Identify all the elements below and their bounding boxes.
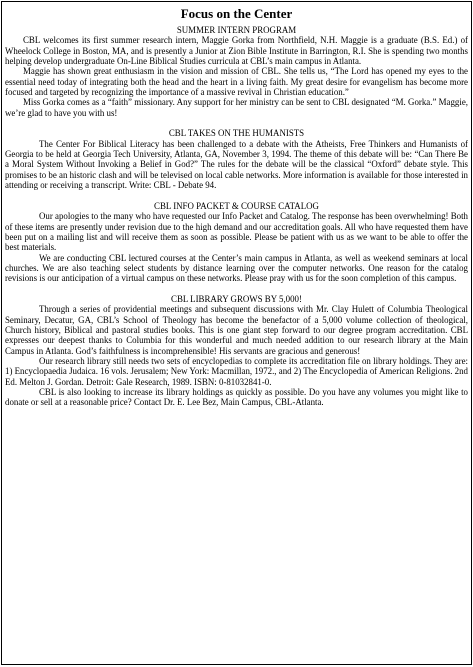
paragraph: Miss Gorka comes as a “faith” missionary. Any support for her ministry can be sent to CBL designated “M. Gorka.” Maggie, we’re glad to have you with us! [5, 97, 468, 118]
paragraph: Our research library still needs two sets of encyclopedias to complete its accreditation file on library holdings. They are: 1) Encyclopaedia Judaica. 16 vols. Jerusalem; New York: Macmillan, 1972., and 2) The Encyclopedia of American Religions. 2nd Ed. Melton J. Gordan. Detroit: Gale Research, 1989. ISBN: 0-81032841-0. [5, 356, 468, 387]
section-humanists-debate [5, 128, 468, 190]
paragraph: Through a series of providential meetings and subsequent discussions with Mr. Clay Hulett of Columbia Theological Seminary, Decatur, GA, CBL’s School of Theology has become the benefactor of a 5,000 volume collection of theological, Church history, Biblical and pastoral studies books. This is one giant step forward to our degree program accreditation. CBL expresses our deepest thanks to Columbia for this wonderful and much needed addition to our research library at the Main Campus in Atlanta. God’s faithfulness is incomprehensible! His servants are gracious and generous! [5, 304, 468, 356]
paragraph: CBL is also looking to increase its library holdings as quickly as possible. Do you have any volumes you might like to donate or sell at a reasonable price? Contact Dr. E. Lee Bez, Main Campus, CBL-Atlanta. [5, 387, 468, 408]
paragraph: Maggie has shown great enthusiasm in the vision and mission of CBL. She tells us, “The Lord has opened my eyes to the essential need today of integrating both the head and the heart in a living faith. My great desire for evangelism has become more focused and targeted by recognizing the importance of a massive revival in Christian education.” [5, 66, 468, 98]
paragraph: CBL welcomes its first summer research intern, Maggie Gorka from Northfield, N.H. Maggie is a graduate (B.S. Ed.) of Wheelock College in Boston, MA, and is presently a Junior at Zion Bible Institute in Barrington, R.I. She is spending two months helping develop undergraduate On-Line Biblical Studies curricula at CBL’s main campus in Atlanta. [5, 35, 468, 67]
section-spacer [5, 191, 468, 201]
section-spacer [5, 284, 468, 294]
section-heading: CBL LIBRARY GROWS BY 5,000! [171, 293, 302, 304]
section-library [5, 294, 468, 408]
paragraph: We are conducting CBL lectured courses at the Center’s main campus in Atlanta, as well as weekend seminars at local churches. We are also teaching select students by distance learning over the computer networks. One reason for the catalog revisions is our anticipation of a virtual campus on these networks. Please pray with us for the soon completion of this campus. [5, 252, 468, 284]
section-heading: SUMMER INTERN PROGRAM [176, 25, 297, 35]
section-info-packet [5, 201, 468, 284]
section-summer-intern [5, 25, 468, 118]
section-heading: CBL INFO PACKET & COURSE CATALOG [154, 200, 319, 211]
newsletter-page [1, 1, 472, 665]
paragraph: The Center For Biblical Literacy has been challenged to a debate with the Atheists, Free Thinkers and Humanists of Georgia to be held at Georgia Tech University, Atlanta, GA, November 3, 1994. The theme of this debate will be: “Can There Be a Moral System Without Invoking a Belief in God?” The rules for the debate will be the classical “Oxford” debate style. This promises to be an historic clash and will be televised on local cable networks. More information is available for those interested in attending or receiving a transcript. Write: CBL - Debate 94. [5, 138, 468, 191]
paragraph: Our apologies to the many who have requested our Info Packet and Catalog. The response has been overwhelming! Both of these items are presently under revision due to the high demand and our accreditation goals. All who have requested them have been put on a mailing list and will receive them as soon as possible. Please be patient with us as we want to be able to offer the best materials. [5, 211, 468, 253]
section-heading: CBL TAKES ON THE HUMANISTS [168, 128, 305, 139]
page-title: Focus on the Center [180, 6, 293, 21]
section-spacer [5, 118, 468, 128]
